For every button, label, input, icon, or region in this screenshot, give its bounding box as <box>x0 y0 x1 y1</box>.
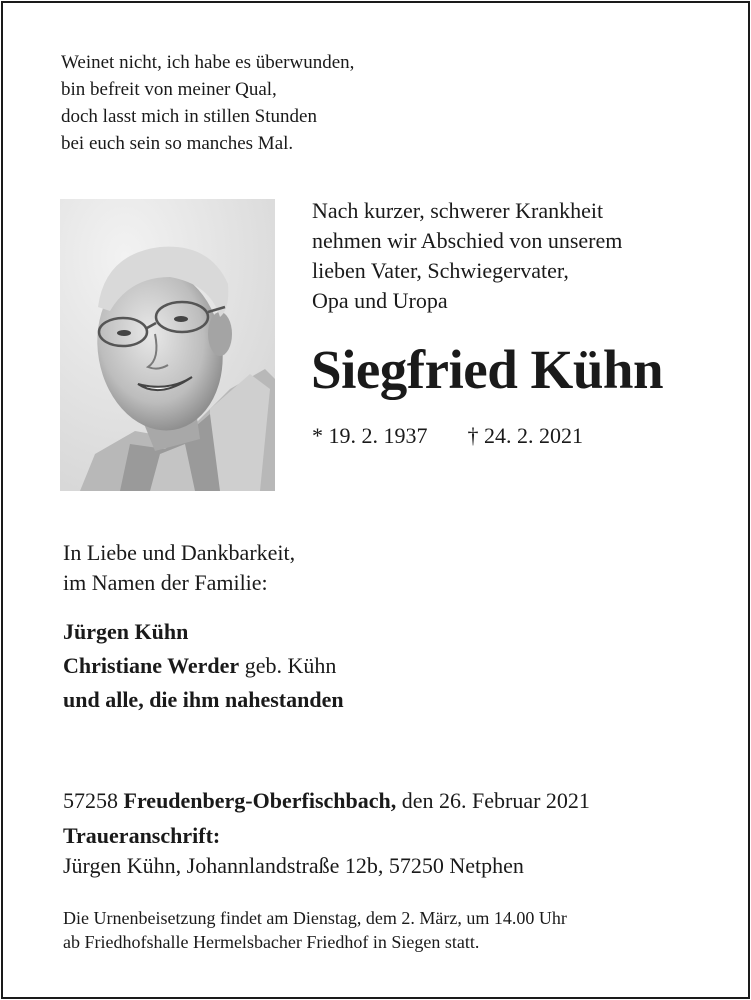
family-list <box>63 615 344 717</box>
family-others: und alle, die ihm nahestanden <box>63 687 344 712</box>
intro-line: Nach kurzer, schwerer Krankheit <box>312 198 604 223</box>
maiden-name: geb. Kühn <box>239 653 337 678</box>
thanks-text <box>63 538 295 598</box>
poem-line: Weinet nicht, ich habe es überwunden, <box>61 52 355 73</box>
zip-code: 57258 <box>63 788 124 813</box>
birth-date: * 19. 2. 1937 <box>312 423 428 448</box>
intro-line: Opa und Uropa <box>312 288 448 313</box>
town-name: Freudenberg-Oberfischbach, <box>123 788 397 813</box>
address-label: Traueranschrift: <box>63 823 221 848</box>
place-date-line <box>63 786 590 816</box>
family-member: Jürgen Kühn <box>63 619 189 644</box>
life-dates <box>312 422 583 450</box>
intro-line: lieben Vater, Schwiegervater, <box>312 258 569 283</box>
deceased-name: Siegfried Kühn <box>311 339 664 400</box>
thanks-line: im Namen der Familie: <box>63 570 268 595</box>
family-member <box>63 649 344 683</box>
portrait-photo <box>60 199 275 491</box>
burial-notice <box>63 906 567 954</box>
poem-line: bei euch sein so manches Mal. <box>61 133 294 154</box>
address-text: Jürgen Kühn, Johannlandstraße 12b, 57250 Netphen <box>63 853 524 878</box>
poem-line: bin befreit von meiner Qual, <box>61 79 277 100</box>
announcement-date: den 26. Februar 2021 <box>396 788 590 813</box>
poem <box>61 49 354 157</box>
death-date: † 24. 2. 2021 <box>467 423 583 448</box>
mourning-address <box>63 821 524 881</box>
family-member-name: Christiane Werder <box>63 653 240 678</box>
poem-line: doch lasst mich in stillen Stunden <box>61 106 317 127</box>
notice-line: ab Friedhofshalle Hermelsbacher Friedhof in Siegen statt. <box>63 932 480 952</box>
intro-line: nehmen wir Abschied von unserem <box>312 228 623 253</box>
notice-line: Die Urnenbeisetzung findet am Dienstag, dem 2. März, um 14.00 Uhr <box>63 908 567 928</box>
thanks-line: In Liebe und Dankbarkeit, <box>63 540 296 565</box>
portrait-illustration <box>60 199 275 491</box>
intro-text <box>312 196 622 316</box>
obituary-frame <box>1 1 750 999</box>
